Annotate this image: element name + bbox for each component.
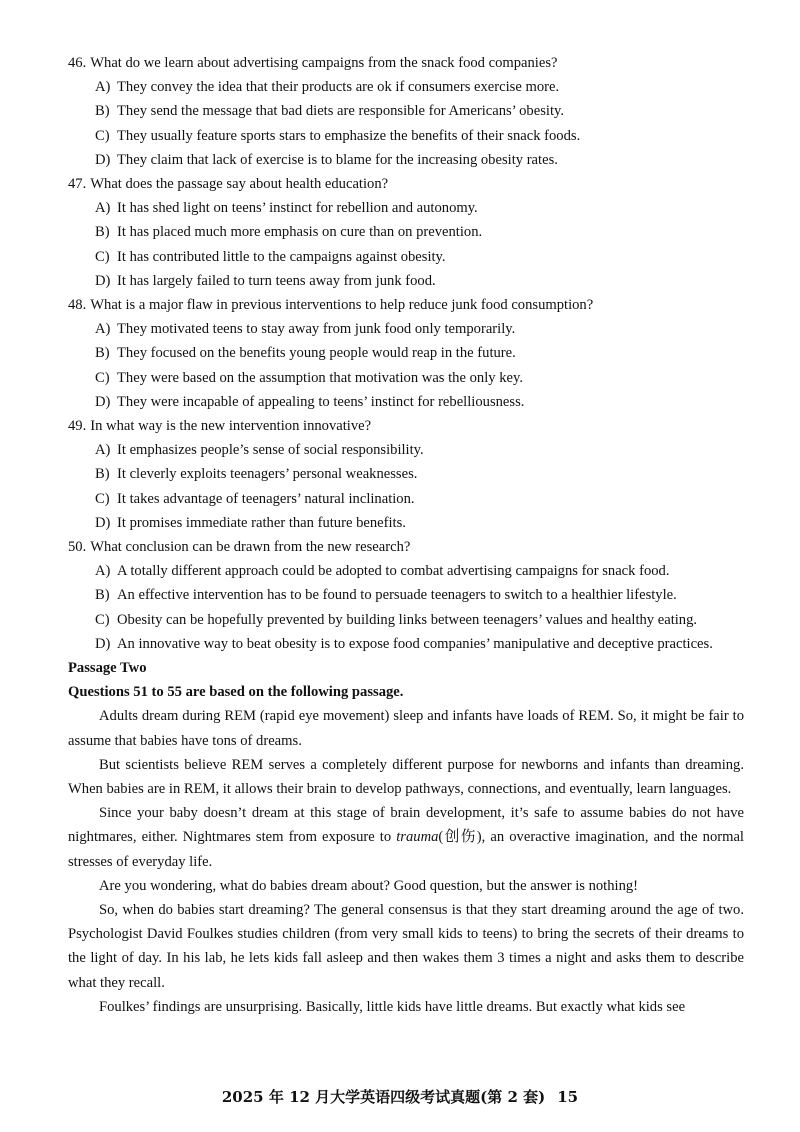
option-a xyxy=(68,317,744,341)
option-b xyxy=(68,99,744,123)
passage-instruction: Questions 51 to 55 are based on the following passage. xyxy=(68,684,404,701)
option-letter: A) xyxy=(95,200,111,217)
question-stem xyxy=(68,293,744,317)
option-b xyxy=(68,462,744,486)
question-text: What is a major flaw in previous interventions to help reduce junk food consumption? xyxy=(90,297,594,313)
page-footer xyxy=(0,1086,800,1107)
option-a xyxy=(68,438,744,462)
option-c xyxy=(68,245,744,269)
option-letter: C) xyxy=(95,490,110,507)
passage-paragraph: Adults dream during REM (rapid eye movement) sleep and infants have loads of REM. So, it might be fair to assume that babies have tons of dreams. xyxy=(68,708,744,749)
question-stem xyxy=(68,535,744,559)
option-letter: B) xyxy=(95,103,110,120)
question-50 xyxy=(68,535,744,656)
passage-paragraph: Foulkes’ findings are unsurprising. Basically, little kids have little dreams. But exactly what kids see xyxy=(99,998,686,1015)
option-letter: D) xyxy=(95,393,111,410)
option-letter: A) xyxy=(95,563,111,580)
option-a xyxy=(68,75,744,99)
option-letter: C) xyxy=(95,248,110,265)
question-number: 49. xyxy=(68,418,87,434)
question-text: In what way is the new intervention innovative? xyxy=(90,418,372,434)
passage-paragraph: Are you wondering, what do babies dream about? Good question, but the answer is nothing! xyxy=(99,877,639,894)
option-a xyxy=(68,559,744,583)
passage-paragraph xyxy=(68,801,744,874)
option-letter: A) xyxy=(95,79,111,96)
option-text: An innovative way to beat obesity is to expose food companies’ manipulative and deceptive practices. xyxy=(117,635,713,652)
question-number: 47. xyxy=(68,176,87,192)
paragraph-text: (创伤), an overactive imagination, and the normal stresses of everyday life. xyxy=(68,829,744,870)
option-letter: D) xyxy=(95,514,111,531)
question-stem xyxy=(68,51,744,75)
option-text: A totally different approach could be adopted to combat advertising campaigns for snack food. xyxy=(117,563,670,580)
question-48 xyxy=(68,293,744,414)
option-d xyxy=(68,148,744,172)
italic-term: trauma xyxy=(396,829,439,846)
option-c xyxy=(68,366,744,390)
option-a xyxy=(68,196,744,220)
option-text: They motivated teens to stay away from junk food only temporarily. xyxy=(117,321,516,338)
option-d xyxy=(68,390,744,414)
option-text: It cleverly exploits teenagers’ personal weaknesses. xyxy=(117,466,418,483)
question-stem xyxy=(68,414,744,438)
option-letter: B) xyxy=(95,224,110,241)
option-letter: B) xyxy=(95,466,110,483)
option-text: They convey the idea that their products are ok if consumers exercise more. xyxy=(117,79,560,96)
question-number: 46. xyxy=(68,55,87,71)
passage-paragraph: So, when do babies start dreaming? The general consensus is that they start dreaming around the age of two. Psychologist David Foulkes studies children (from very small kids to teens) to bring the secrets of their dreams to the light of day. In his lab, he lets kids fall asleep and then wakes them 3 times a night and asks them to describe what they recall. xyxy=(68,902,744,991)
option-text: It has shed light on teens’ instinct for rebellion and autonomy. xyxy=(117,200,478,217)
option-c xyxy=(68,608,744,632)
option-d xyxy=(68,511,744,535)
option-letter: D) xyxy=(95,635,111,652)
option-text: It emphasizes people’s sense of social responsibility. xyxy=(117,442,424,459)
option-text: It has placed much more emphasis on cure than on prevention. xyxy=(117,224,483,241)
option-b xyxy=(68,583,744,607)
option-d xyxy=(68,269,744,293)
option-c xyxy=(68,487,744,511)
option-letter: B) xyxy=(95,345,110,362)
option-b xyxy=(68,341,744,365)
option-letter: B) xyxy=(95,587,110,604)
option-text: Obesity can be hopefully prevented by building links between teenagers’ values and healthy eating. xyxy=(117,611,698,628)
option-letter: C) xyxy=(95,611,110,628)
option-letter: C) xyxy=(95,127,110,144)
option-text: They were based on the assumption that motivation was the only key. xyxy=(117,369,523,386)
question-text: What does the passage say about health education? xyxy=(90,176,389,192)
option-text: It promises immediate rather than future benefits. xyxy=(117,514,406,531)
question-46 xyxy=(68,51,744,172)
question-number: 48. xyxy=(68,297,87,313)
option-text: They usually feature sports stars to emphasize the benefits of their snack foods. xyxy=(117,127,581,144)
option-letter: D) xyxy=(95,272,111,289)
option-text: They were incapable of appealing to teens’ instinct for rebelliousness. xyxy=(117,393,525,410)
question-number: 50. xyxy=(68,539,87,555)
passage-paragraph: But scientists believe REM serves a completely different purpose for newborns and infants than dreaming. When babies are in REM, it allows their brain to develop pathways, connections, and eventually, learn languages. xyxy=(68,756,744,797)
option-b xyxy=(68,220,744,244)
option-text: It has largely failed to turn teens away from junk food. xyxy=(117,272,436,289)
option-d xyxy=(68,632,744,656)
option-letter: D) xyxy=(95,151,111,168)
question-list xyxy=(68,51,744,1019)
paragraph-text: Since your baby doesn’t dream at this stage of brain development, it’s safe to assume babies do not have nightmares, either. Nightmares stem from exposure to xyxy=(68,805,744,846)
question-47 xyxy=(68,172,744,293)
page-number: 15 xyxy=(557,1088,579,1106)
question-text: What do we learn about advertising campaigns from the snack food companies? xyxy=(90,55,558,71)
option-text: They focused on the benefits young people would reap in the future. xyxy=(117,345,516,362)
option-c xyxy=(68,124,744,148)
passage-title: Passage Two xyxy=(68,660,147,676)
option-letter: C) xyxy=(95,369,110,386)
option-text: An effective intervention has to be found to persuade teenagers to switch to a healthier lifestyle. xyxy=(117,587,677,604)
question-49 xyxy=(68,414,744,535)
option-letter: A) xyxy=(95,442,111,459)
option-text: It has contributed little to the campaigns against obesity. xyxy=(117,248,446,265)
option-text: They claim that lack of exercise is to blame for the increasing obesity rates. xyxy=(117,151,558,168)
option-text: They send the message that bad diets are responsible for Americans’ obesity. xyxy=(117,103,564,120)
question-text: What conclusion can be drawn from the new research? xyxy=(90,539,411,555)
option-text: It takes advantage of teenagers’ natural inclination. xyxy=(117,490,415,507)
footer-title: 2025 年 12 月大学英语四级考试真题(第 2 套) xyxy=(221,1088,546,1106)
question-stem xyxy=(68,172,744,196)
option-letter: A) xyxy=(95,321,111,338)
